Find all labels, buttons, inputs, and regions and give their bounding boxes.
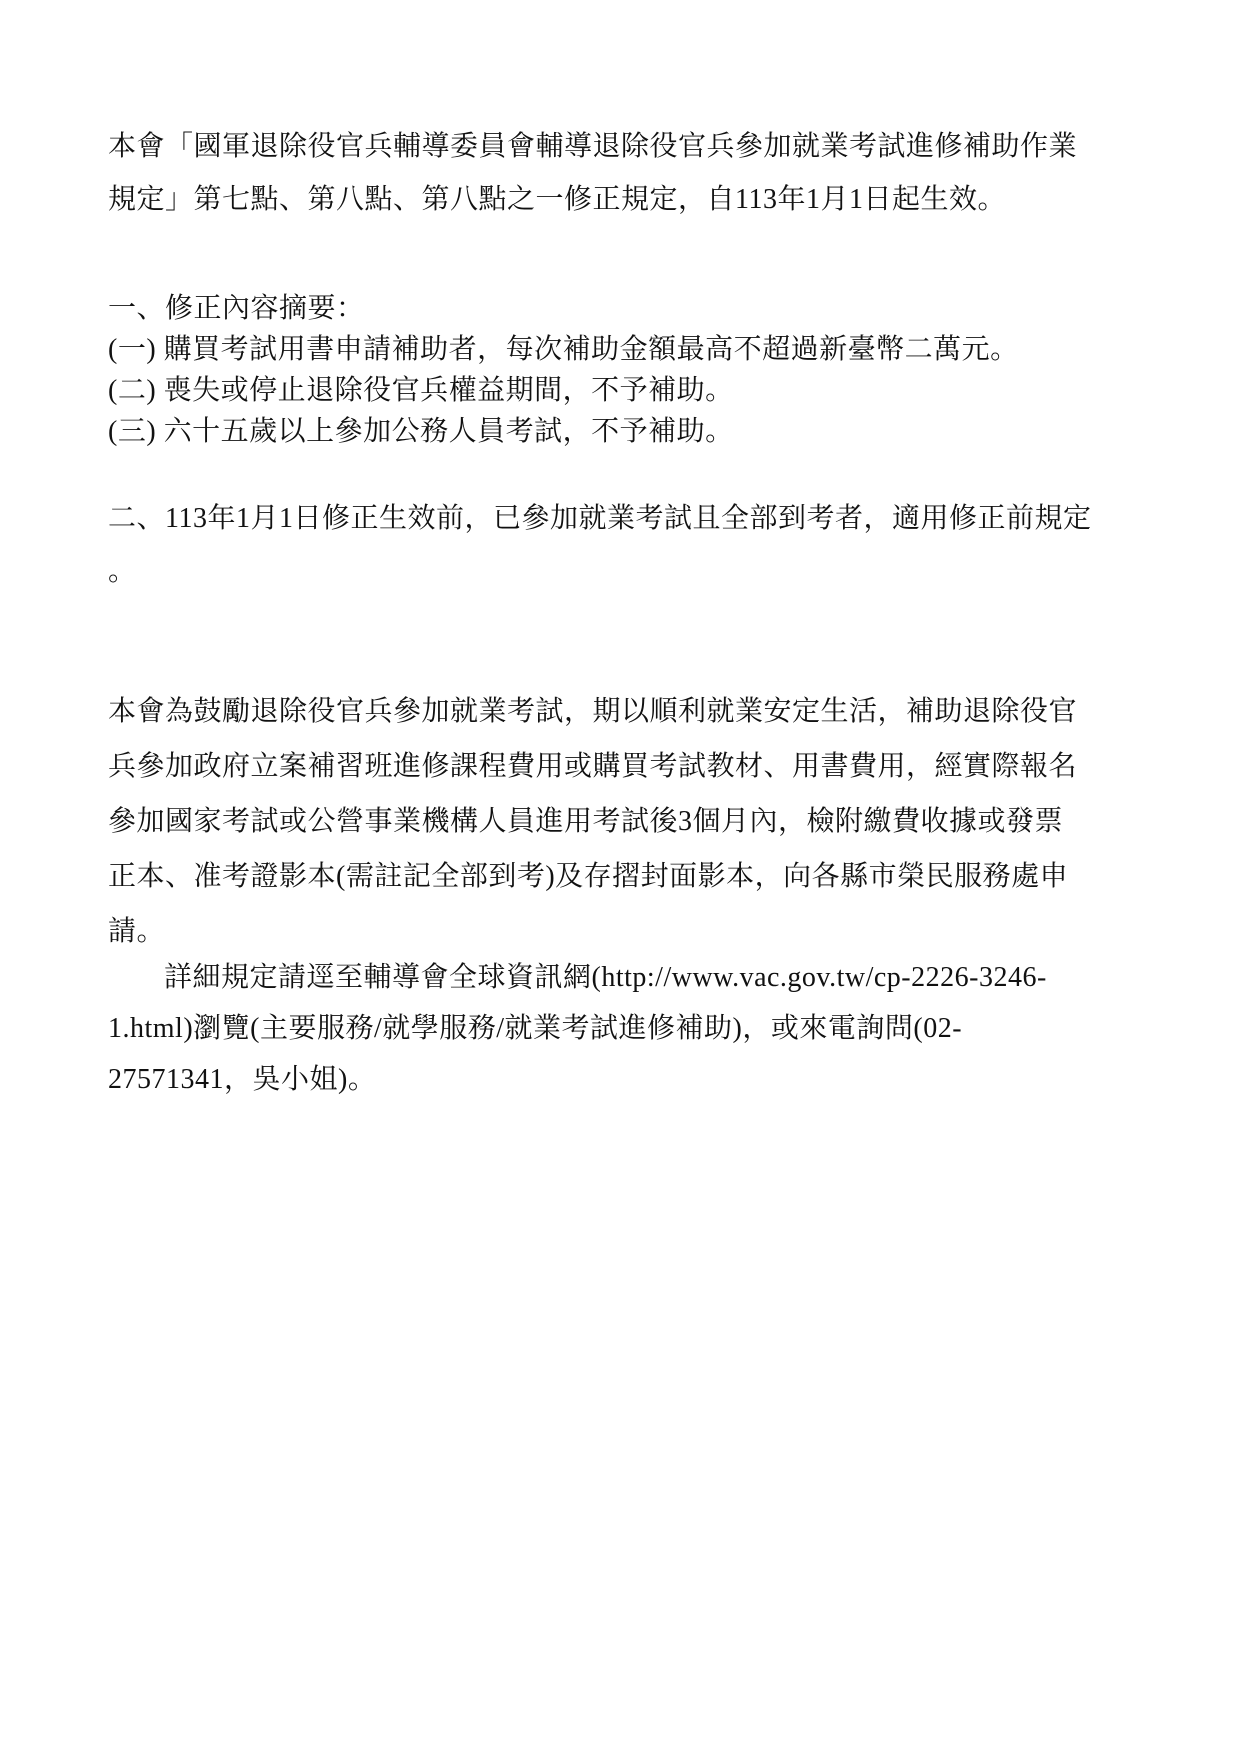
body-paragraph xyxy=(108,684,1140,959)
section-one-summary xyxy=(108,288,1140,452)
section-one-item-1: (一) 購買考試用書申請補助者，每次補助金額最高不超過新臺幣二萬元。 xyxy=(108,334,1019,365)
section-one-heading: 一、修正內容摘要： xyxy=(108,293,365,324)
section-two-line-1: 二、113年1月1日修正生效前，已參加就業考試且全部到考者，適用修正前規定 xyxy=(108,503,1092,534)
section-two-line-2: 。 xyxy=(108,556,137,587)
body-line-3: 參加國家考試或公營事業機構人員進用考試後3個月內，檢附繳費收據或發票 xyxy=(108,806,1064,837)
contact-line-3: 27571341，吳小姐)。 xyxy=(108,1064,377,1095)
contact-paragraph xyxy=(108,952,1140,1105)
contact-line-1: 詳細規定請逕至輔導會全球資訊網(http://www.vac.gov.tw/cp-2226-3246- xyxy=(164,962,1047,993)
section-two-transition xyxy=(108,492,1140,598)
body-line-5: 請。 xyxy=(108,916,166,947)
intro-line-2: 規定」第七點、第八點、第八點之一修正規定，自113年1月1日起生效。 xyxy=(108,184,1006,215)
body-line-2: 兵參加政府立案補習班進修課程費用或購買考試教材、用書費用，經實際報名 xyxy=(108,751,1078,782)
section-one-item-3: (三) 六十五歲以上參加公務人員考試，不予補助。 xyxy=(108,416,734,447)
contact-line-2: 1.html)瀏覽(主要服務/就學服務/就業考試進修補助)，或來電詢問(02- xyxy=(108,1013,963,1044)
intro-line-1: 本會「國軍退除役官兵輔導委員會輔導退除役官兵參加就業考試進修補助作業 xyxy=(108,131,1078,162)
section-one-item-2: (二) 喪失或停止退除役官兵權益期間，不予補助。 xyxy=(108,375,734,406)
intro-paragraph xyxy=(108,120,1140,226)
body-line-1: 本會為鼓勵退除役官兵參加就業考試，期以順利就業安定生活，補助退除役官 xyxy=(108,696,1078,727)
body-line-4: 正本、准考證影本(需註記全部到考)及存摺封面影本，向各縣市榮民服務處申 xyxy=(108,861,1069,892)
